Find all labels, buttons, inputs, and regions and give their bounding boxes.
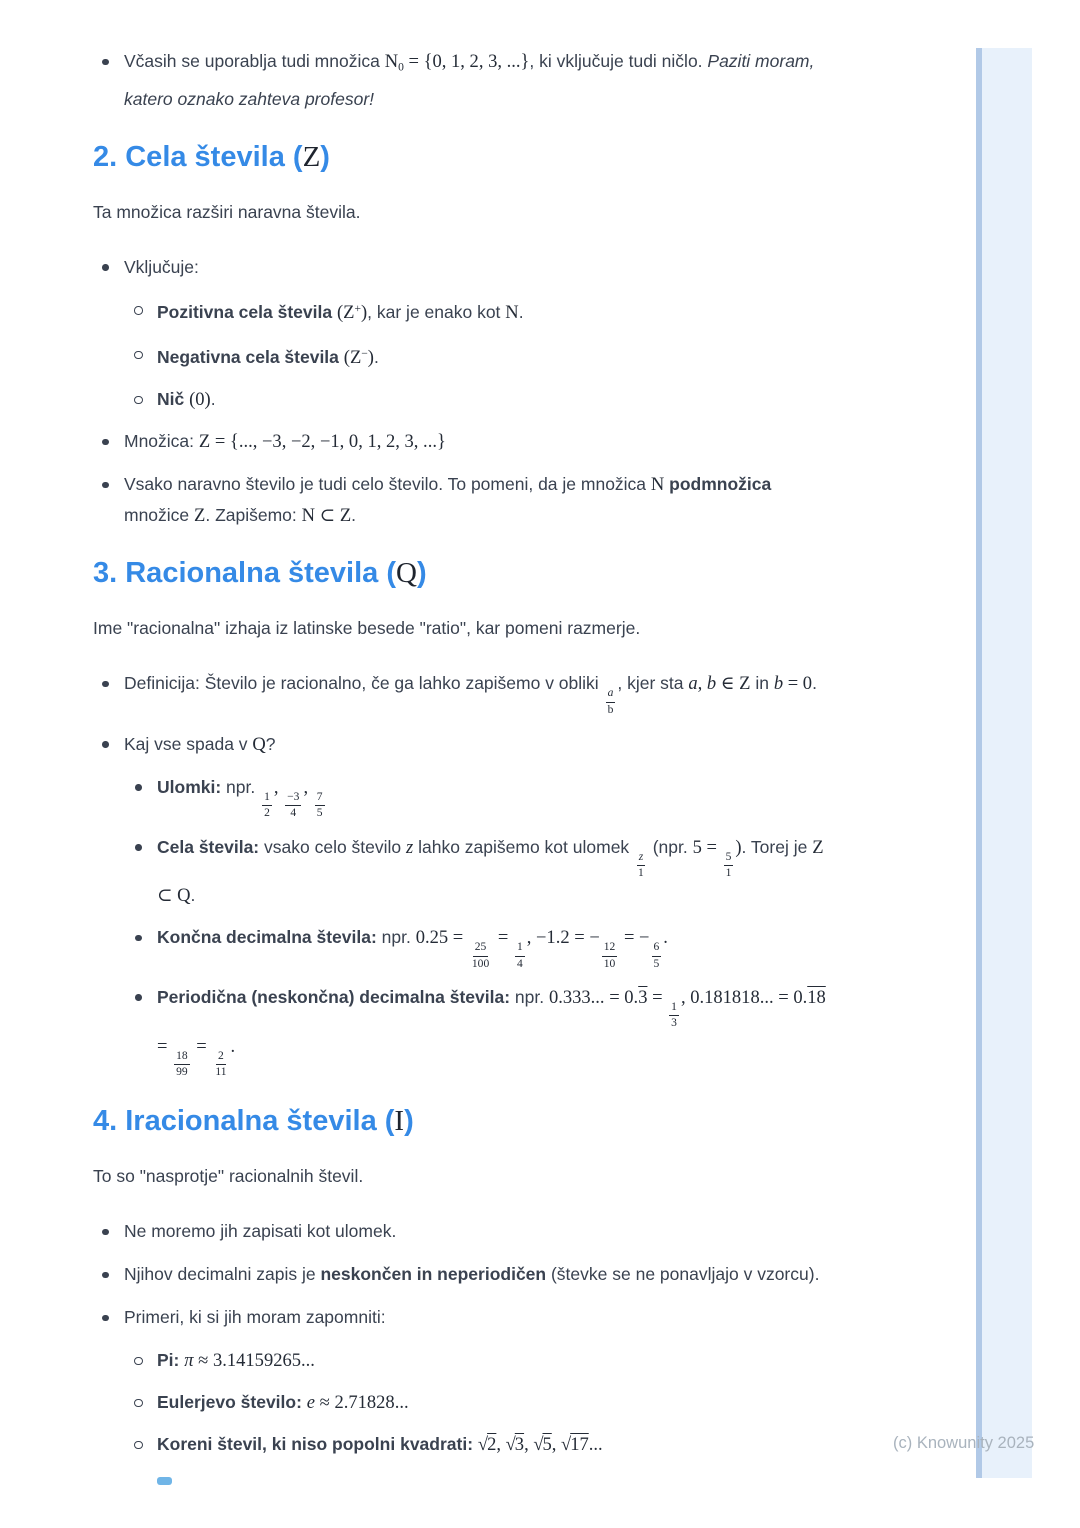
fraction: $\frac{2}{11}$ <box>215 1049 227 1079</box>
list-item-text: Včasih se uporablja tudi množica $N_0 = \{0$, 1, 2, 3, ...}, ki vključuje tudi ničlo. Paziti moram, katero oznako zahteva profesor! <box>124 51 815 109</box>
disc-bullet-icon <box>102 1229 109 1236</box>
circle-bullet-icon <box>134 306 143 315</box>
list-item <box>93 668 835 717</box>
list-item-text: Eulerjevo število: e ≈ 2.71828... <box>157 1392 409 1414</box>
circle-bullet-icon <box>134 351 143 360</box>
sub-list-item <box>126 295 835 329</box>
paragraph: To so "nasprotje" racionalnih števil. <box>93 1166 364 1187</box>
list-item-text: Pi: π ≈ 3.14159265... <box>157 1350 315 1372</box>
paragraph: Ta množica razširi naravna števila. <box>93 201 361 222</box>
list-item-text: Nič (0). <box>157 389 216 411</box>
fraction: $\frac{6}{5}$ <box>653 941 660 970</box>
sub-list-item <box>126 339 835 373</box>
list-item <box>93 1259 835 1290</box>
disc-bullet-icon <box>135 844 142 851</box>
list-item <box>93 252 835 283</box>
list-item-text: Periodična (neskončna) decimalna števila: npr. 0.333... = 0.3 = $\frac{1}{3}$ , 0.181818... = 0.18 = $\frac{18}{99}$ = $\frac{2}{11}$ . <box>157 986 826 1079</box>
list-item-text: Primeri, ki si jih moram zapomniti: <box>124 1307 386 1328</box>
sub-list-item <box>126 922 835 971</box>
fraction: $\frac{1}{4}$ <box>516 941 523 970</box>
disc-bullet-icon <box>135 994 142 1001</box>
disc-bullet-icon <box>102 1272 109 1279</box>
cut-off-element <box>157 1477 172 1485</box>
list-item-text: Vključuje: <box>124 256 199 277</box>
square-root: √3 <box>505 1434 525 1456</box>
list-item-text: Pozitivna cela števila (Z+), kar je enako kot N. <box>157 302 524 324</box>
list-item-text: Končna decimalna števila: npr. 0.25 = $\frac{25}{100}$ = $\frac{1}{4}$ , −1.2 = − $\frac{12}{10}$ = − $\frac{6}{5}$ . <box>157 927 668 970</box>
list-item-text: Negativna cela števila (Z−). <box>157 347 379 369</box>
disc-bullet-icon <box>135 935 142 942</box>
disc-bullet-icon <box>102 439 109 446</box>
list-item <box>93 729 835 760</box>
circle-bullet-icon <box>134 1357 143 1366</box>
document-content <box>93 46 835 1471</box>
watermark: (c) Knowunity 2025 <box>893 1434 1035 1452</box>
list-item-text: Cela števila: vsako celo število z lahko zapišemo kot ulomek $\frac{z}{1}$ (npr. 5 = $\frac{5}{1}$ ). Torej je Z ⊂ Q. <box>157 836 824 907</box>
list-item <box>93 469 835 531</box>
disc-bullet-icon <box>102 1315 109 1322</box>
fraction: $\frac{-3}{4}$ <box>287 791 300 820</box>
square-root: √5 <box>533 1434 552 1456</box>
fraction: $\frac{z}{1}$ <box>638 850 644 880</box>
list-item <box>93 426 835 457</box>
disc-bullet-icon <box>102 741 109 748</box>
square-root: √2 <box>477 1434 497 1456</box>
sub-list-item <box>126 1387 835 1418</box>
list-item-text: Vsako naravno število je tudi celo število. To pomeni, da je množica N podmnožica množice Z. Zapišemo: N ⊂ Z. <box>124 474 772 527</box>
list-item <box>93 1302 835 1333</box>
circle-bullet-icon <box>134 1399 143 1408</box>
list-item-text: Njihov decimalni zapis je neskončen in neperiodičen (števke se ne ponavljajo v vzorcu). <box>124 1264 820 1285</box>
fraction: $\frac{18}{99}$ <box>176 1049 188 1079</box>
list-item-text: Ulomki: npr. $\frac{1}{2}$ , $\frac{-3}{4}$ , $\frac{7}{5}$ <box>157 776 323 820</box>
disc-bullet-icon <box>102 681 109 688</box>
list-item-text: Množica: Z = {..., −3, −2, −1, 0, 1, 2, 3, ...} <box>124 431 446 453</box>
sub-list-item <box>126 772 835 821</box>
right-edge-strip <box>976 48 1032 1478</box>
list-item-text: Definicija: Število je racionalno, če ga lahko zapišemo v obliki $\frac{a}{b}$ , kjer sta a, b ∈ Z in b = 0. <box>124 673 817 716</box>
disc-bullet-icon <box>102 59 109 66</box>
list-item-text: Koreni števil, ki niso popolni kvadrati: √2, √3, √5, √17... <box>157 1434 603 1456</box>
sub-list-item <box>126 384 835 415</box>
list-item <box>93 1216 835 1247</box>
disc-bullet-icon <box>102 482 109 489</box>
section-heading: 4. Iracionalna števila (I) <box>93 1105 414 1138</box>
sub-list-item <box>126 832 835 912</box>
disc-bullet-icon <box>135 784 142 791</box>
disc-bullet-icon <box>102 264 109 271</box>
list-item-text: Kaj vse spada v Q? <box>124 733 276 755</box>
section-heading: 3. Racionalna števila (Q) <box>93 557 427 590</box>
sub-list-item <box>126 1429 835 1460</box>
circle-bullet-icon <box>134 1441 143 1450</box>
sub-list-item <box>126 982 835 1079</box>
paragraph: Ime "racionalna" izhaja iz latinske besede "ratio", kar pomeni razmerje. <box>93 618 641 639</box>
list-item-text: Ne moremo jih zapisati kot ulomek. <box>124 1221 397 1242</box>
fraction: $\frac{7}{5}$ <box>316 791 323 820</box>
fraction: $\frac{5}{1}$ <box>725 850 732 880</box>
sub-list-item <box>126 1345 835 1376</box>
fraction: $\frac{1}{2}$ <box>264 791 270 820</box>
section-heading: 2. Cela števila (Z) <box>93 140 330 173</box>
fraction: $\frac{a}{b}$ <box>607 687 614 716</box>
square-root: √17 <box>561 1434 589 1456</box>
circle-bullet-icon <box>134 396 143 405</box>
list-item <box>93 46 835 115</box>
fraction: $\frac{12}{10}$ <box>603 941 616 970</box>
fraction: $\frac{25}{100}$ <box>471 941 490 970</box>
fraction: $\frac{1}{3}$ <box>671 1001 677 1030</box>
